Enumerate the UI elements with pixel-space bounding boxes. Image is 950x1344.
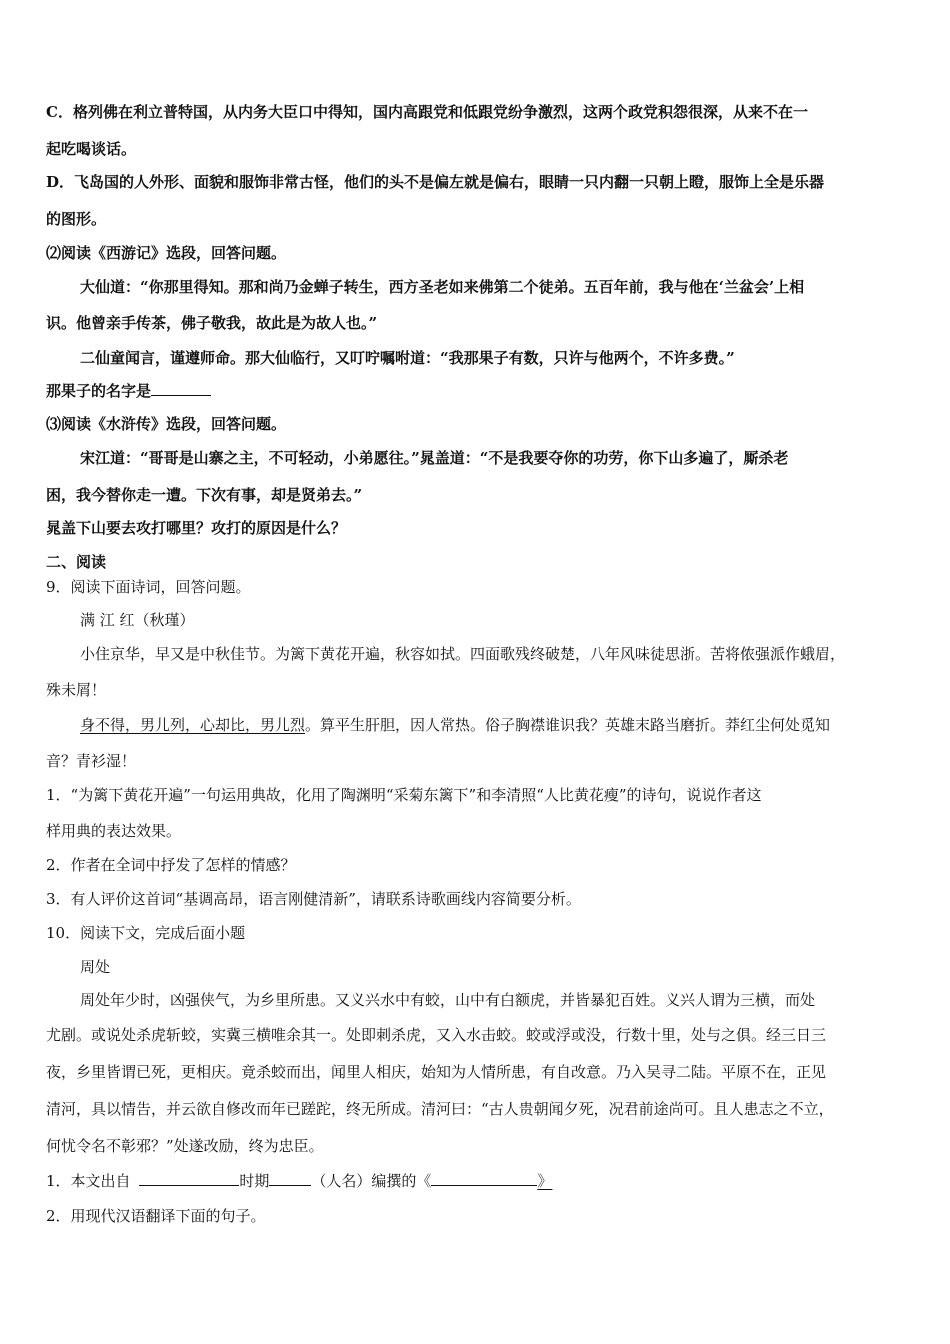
option-d-line1: D．飞岛国的人外形、面貌和服饰非常古怪，他们的头不是偏左就是偏右，眼睛一只内翻一只朝上瞪，服饰上全是乐器 bbox=[46, 173, 825, 191]
author-blank[interactable] bbox=[269, 1171, 311, 1186]
question-2-heading: ⑵阅读《西游记》选段，回答问题。 bbox=[46, 244, 287, 262]
text-line5: 何忧令名不彰邪？”处遂改励，终为忠臣。 bbox=[46, 1137, 324, 1155]
poem-underlined-line: 身不得，男儿列，心却比，男儿烈 bbox=[80, 716, 306, 734]
option-c-line1: C．格列佛在利立普特国，从内务大臣口中得知，国内高跟党和低跟党纷争激烈，这两个政党积怨很深，从来不在一 bbox=[46, 103, 808, 121]
text-line3: 夜，乡里皆谓已死，更相庆。竟杀蛟而出，闻里人相庆，始知为人情所患，有自改意。乃入吴寻二陆。平原不在，正见 bbox=[46, 1063, 827, 1081]
question-10-heading: 10．阅读下文，完成后面小题 bbox=[46, 924, 246, 942]
question-9-1-line1: 1．“为篱下黄花开遍”一句运用典故，化用了陶渊明“采菊东篱下”和李清照“人比黄花瘦”的诗句，说说作者这 bbox=[46, 786, 762, 804]
question-2-ask bbox=[46, 381, 211, 401]
xiyouji-excerpt-line2: 识。他曾亲手传茶，佛子敬我，故此是为故人也。” bbox=[46, 314, 378, 332]
text-line1: 周处年少时，凶强侠气，为乡里所患。又义兴水中有蛟，山中有白额虎，并皆暴犯百姓。义兴人谓为三横，而处 bbox=[80, 991, 816, 1009]
fruit-name-blank[interactable] bbox=[151, 381, 211, 396]
poem-para2-line2: 音？青衫湿！ bbox=[46, 752, 137, 770]
question-9-heading: 9．阅读下面诗词，回答问题。 bbox=[46, 578, 251, 596]
xiyouji-excerpt-line1: 大仙道：“你那里得知。那和尚乃金蝉子转生，西方圣老如来佛第二个徒弟。五百年前，我与他在‘兰盆会’上相 bbox=[80, 278, 805, 296]
q10-1-close: 》 bbox=[537, 1172, 553, 1190]
q10-1-prefix: 1．本文出自 bbox=[46, 1172, 131, 1190]
shuihu-excerpt-line1: 宋江道：“哥哥是山寨之主，不可轻动，小弟愿往。”晁盖道：“不是我要夺你的功劳，你下山多遍了，厮杀老 bbox=[80, 449, 789, 467]
question-9-3: 3．有人评价这首词“基调高昂，语言刚健清新”，请联系诗歌画线内容简要分析。 bbox=[46, 890, 581, 908]
option-d-line2: 的图形。 bbox=[46, 210, 107, 228]
era-blank[interactable] bbox=[139, 1171, 239, 1186]
text-title: 周处 bbox=[80, 958, 111, 976]
xiyouji-excerpt-para2: 二仙童闻言，谨遵师命。那大仙临行，又叮咛嘱咐道：“我那果子有数，只许与他两个，不许多费。” bbox=[80, 349, 735, 367]
book-title-blank[interactable] bbox=[431, 1171, 537, 1186]
shuihu-excerpt-line2: 困，我今替你走一遭。下次有事，却是贤弟去。” bbox=[46, 486, 363, 504]
poem-para1-line1: 小住京华，早又是中秋佳节。为篱下黄花开遍，秋容如拭。四面歌残终破楚，八年风味徒思浙。苦将侬强派作蛾眉， bbox=[80, 645, 846, 663]
question-10-1 bbox=[46, 1171, 552, 1191]
text-line4: 清河，具以情告，并云欲自修改而年已蹉跎，终无所成。清河曰：“古人贵朝闻夕死，况君前途尚可。且人患志之不立， bbox=[46, 1100, 834, 1118]
question-3-heading: ⑶阅读《水浒传》选段，回答问题。 bbox=[46, 415, 287, 433]
q10-1-author-label: （人名）编撰的《 bbox=[311, 1172, 432, 1190]
question-9-1-line2: 样用典的表达效果。 bbox=[46, 822, 182, 840]
question-9-2: 2．作者在全词中抒发了怎样的情感？ bbox=[46, 856, 296, 874]
section-2-heading: 二、阅读 bbox=[46, 553, 107, 571]
poem-para2-rest: 。算平生肝胆，因人常热。俗子胸襟谁识我？英雄末路当磨折。莽红尘何处觅知 bbox=[305, 716, 831, 734]
fruit-name-prompt: 那果子的名字是 bbox=[46, 382, 152, 400]
option-c-line2: 起吃喝谈话。 bbox=[46, 140, 137, 158]
poem-title: 满 江 红（秋瑾） bbox=[80, 611, 195, 629]
poem-para2-line1 bbox=[80, 715, 830, 735]
q10-1-era-label: 时期 bbox=[239, 1172, 270, 1190]
poem-para1-line2: 殊未屑！ bbox=[46, 681, 107, 699]
text-line2: 尤剧。或说处杀虎斩蛟，实冀三横唯余其一。处即刺杀虎，又入水击蛟。蛟或浮或没，行数十里，处与之俱。经三日三 bbox=[46, 1026, 827, 1044]
question-10-2: 2．用现代汉语翻译下面的句子。 bbox=[46, 1207, 266, 1225]
question-3-ask: 晁盖下山要去攻打哪里？攻打的原因是什么？ bbox=[46, 519, 347, 537]
